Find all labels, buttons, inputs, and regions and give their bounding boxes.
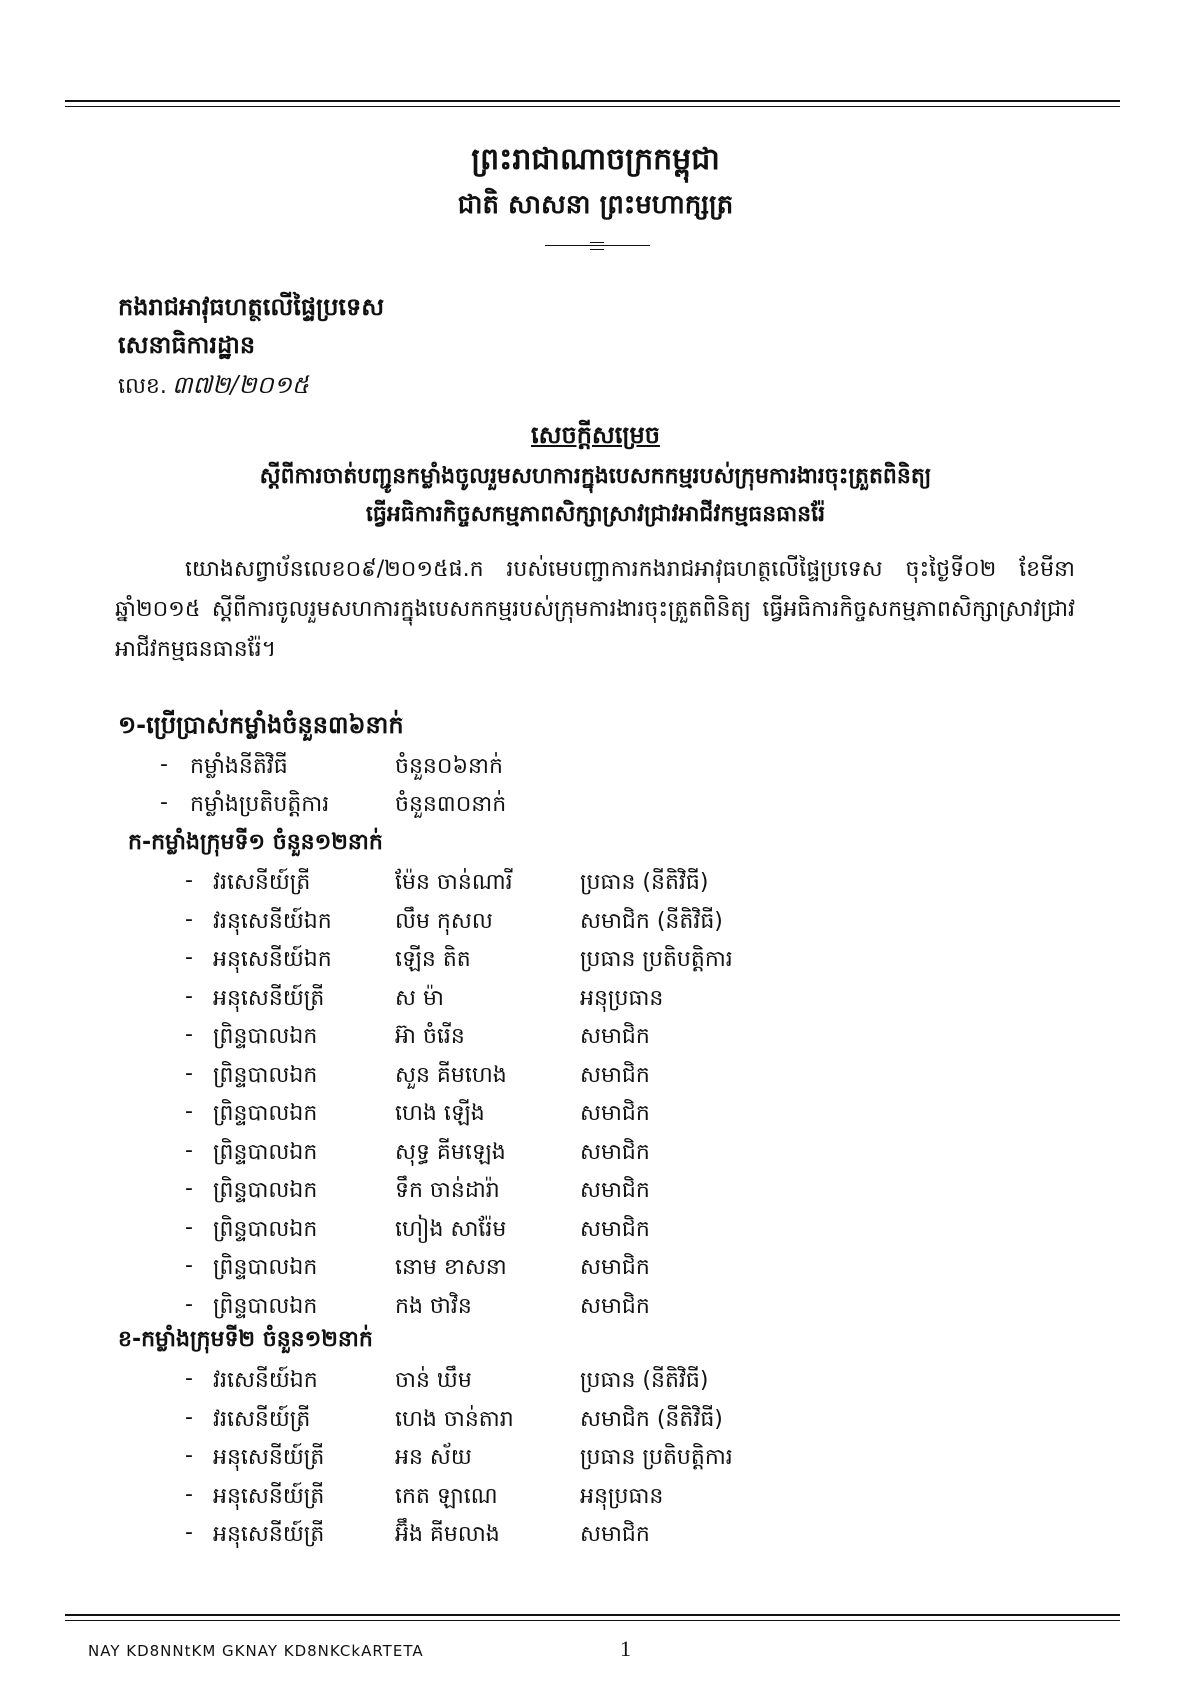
member-name: សុទ្ធ គីមឡេង	[395, 1139, 506, 1165]
kingdom-heading: ព្រះរាជាណាចក្រកម្ពុជា	[471, 142, 720, 177]
member-rank: អនុសេនីយ៍ត្រី	[213, 1483, 325, 1509]
member-name: អ៊ា ចំរើន	[395, 1024, 465, 1049]
member-rank: វរសេនីយ៍ត្រី	[213, 1406, 311, 1432]
dash: -	[185, 868, 193, 893]
member-role: សមាជិក	[580, 1255, 650, 1280]
member-row	[185, 1405, 765, 1441]
dash: -	[185, 1481, 193, 1507]
member-row	[185, 1520, 765, 1556]
member-rank: ព្រិន្ទបាលឯក	[213, 1255, 318, 1280]
dash: -	[185, 1060, 193, 1086]
group1-heading: ក-កម្លាំងក្រុមទី១ ចំនួន១២នាក់	[128, 830, 383, 855]
member-role: ប្រធាន ប្រតិបត្តិការ	[580, 947, 733, 972]
section1-heading: ១-ប្រើប្រាស់កម្លាំងចំនួន៣៦នាក់	[118, 711, 404, 739]
dash: -	[185, 1291, 193, 1317]
member-row	[185, 1292, 765, 1328]
bottom-rule	[65, 1614, 1120, 1616]
member-name: អ៊ឹង គីមលាង	[395, 1522, 500, 1547]
member-row	[185, 1443, 765, 1479]
member-name: ហេង ឡើង	[395, 1101, 485, 1126]
summary-label: កម្លាំងប្រតិបត្តិការ	[190, 792, 330, 817]
footer-code: NAY KD8NNtKM GKNAY KD8NKCkARTETA	[88, 1642, 424, 1660]
member-role: សមាជិក (នីតិវិធី)	[580, 1406, 723, 1432]
member-name: ទឹក ចាន់ដារ៉ា	[395, 1178, 500, 1203]
member-role: សមាជិក	[580, 1024, 650, 1049]
member-rank: វរសេនីយ៍ត្រី	[213, 870, 311, 895]
member-role: ប្រធាន (នីតិវិធី)	[580, 1368, 709, 1393]
summary-count: ចំនួន០៦នាក់	[395, 754, 503, 779]
document-title: សេចក្តីសម្រេច	[530, 421, 661, 449]
member-row	[185, 1253, 765, 1289]
member-name: កង ថាវិន	[395, 1293, 472, 1319]
member-role: សមាជិក	[580, 1178, 650, 1203]
member-role: សមាជិក	[580, 1216, 650, 1242]
member-row	[185, 1366, 765, 1402]
member-rank: ព្រិន្ទបាលឯក	[213, 1178, 318, 1203]
member-rank: វរនុសេនីយ៍ឯក	[213, 908, 332, 934]
member-name: អន ស័យ	[395, 1445, 472, 1470]
member-role: អនុប្រធាន	[580, 1483, 664, 1509]
member-rank: ព្រិន្ទបាលឯក	[213, 1139, 318, 1165]
subject-line1: ស្តីពីការចាត់បញ្ជូនកម្លាំងចូលរួមសហការក្នុងបេសកកម្មរបស់ក្រុមការងារចុះត្រួតពិនិត្យ	[259, 464, 932, 489]
member-rank: អនុសេនីយ៍ឯក	[213, 947, 332, 972]
member-row	[185, 1061, 765, 1097]
member-name: ហេង ចាន់តារា	[395, 1406, 514, 1432]
dash: -	[160, 752, 168, 777]
top-rule-inner	[65, 106, 1120, 107]
member-name: នោម ខាសនា	[395, 1255, 507, 1280]
dash: -	[185, 1520, 193, 1545]
member-row	[185, 1099, 765, 1135]
dash: -	[185, 1443, 193, 1468]
member-name: កេត ឡាណេ	[395, 1483, 498, 1509]
dash: -	[185, 1022, 193, 1047]
member-name: ចាន់ ឃឹម	[395, 1368, 472, 1393]
member-rank: ព្រិន្ទបាលឯក	[213, 1062, 318, 1088]
member-row	[185, 1022, 765, 1058]
member-name: ម៉ែន ចាន់ណារី	[395, 870, 513, 895]
member-role: អនុប្រធាន	[580, 985, 664, 1011]
member-role: ប្រធាន (នីតិវិធី)	[580, 870, 709, 895]
member-row	[185, 868, 765, 904]
member-name: ឡើន តិត	[395, 947, 471, 972]
member-rank: អនុសេនីយ៍ត្រី	[213, 1522, 325, 1547]
member-rank: ព្រិន្ទបាលឯក	[213, 1293, 318, 1319]
member-rank: ព្រិន្ទបាលឯក	[213, 1024, 318, 1049]
bottom-rule-inner	[65, 1620, 1120, 1621]
dash: -	[185, 1253, 193, 1278]
member-rank: អនុសេនីយ៍ត្រី	[213, 1445, 325, 1470]
member-role: សមាជិក	[580, 1139, 650, 1165]
member-rank: ព្រិន្ទបាលឯក	[213, 1216, 318, 1242]
member-rank: វរសេនីយ៍ឯក	[213, 1368, 318, 1393]
dash: -	[185, 1137, 193, 1163]
member-role: សមាជិក	[580, 1101, 650, 1126]
intro-paragraph	[115, 550, 1075, 670]
member-rank: ព្រិន្ទបាលឯក	[213, 1101, 318, 1126]
dash: -	[185, 983, 193, 1009]
dash: -	[185, 906, 193, 932]
summary-row	[160, 752, 760, 788]
dash: -	[185, 1176, 193, 1201]
member-role: សមាជិក	[580, 1293, 650, 1319]
dash: -	[160, 790, 168, 815]
divider-ornament	[545, 245, 650, 246]
national-motto: ជាតិ សាសនា ព្រះមហាក្សត្រ	[457, 190, 734, 220]
intro-text: យោងសព្វាប័នលេខ០៩/២០១៥ផ.ក របស់មេបញ្ជាការកងរាជអាវុធហត្ថលើផ្ទៃប្រទេស ចុះថ្ងៃទី០២ ខែមីនា ឆ្នាំ២០១៥ ស្តីពីការចូលរួមសហការក្នុងបេសកកម្មរបស់ក្រុមការងារចុះត្រួតពិនិត្យ ធ្វើអធិការកិច្ចសកម្មភាពសិក្សាស្រាវជ្រាវអាជីវកម្មធនធានរ៉ែ។	[115, 557, 1075, 662]
member-row	[185, 1138, 765, 1174]
member-role: សមាជិក	[580, 1522, 650, 1547]
member-row	[185, 984, 765, 1020]
member-name: សួន គីមហេង	[395, 1062, 507, 1088]
member-row	[185, 907, 765, 943]
reference-number	[118, 370, 309, 405]
member-role: ប្រធាន ប្រតិបត្តិការ	[580, 1445, 733, 1470]
member-row	[185, 1176, 765, 1212]
issuer-line1: កងរាជអាវុធហត្ថលើផ្ទៃប្រទេស	[118, 293, 385, 321]
reference-label: លេខ.	[118, 374, 167, 399]
member-row	[185, 945, 765, 981]
issuer-line2: សេនាធិការដ្ឋាន	[118, 331, 256, 359]
summary-count: ចំនួន៣០នាក់	[395, 792, 507, 817]
dash: -	[185, 1099, 193, 1124]
summary-label: កម្លាំងនីតិវិធី	[190, 754, 288, 779]
group2-heading: ខ-កម្លាំងក្រុមទី២ ចំនួន១២នាក់	[118, 1327, 373, 1352]
member-name: ហៀង សារ៉ែម	[395, 1216, 507, 1242]
top-rule	[65, 100, 1120, 102]
dash: -	[185, 1214, 193, 1240]
summary-row	[160, 790, 760, 826]
member-role: សមាជិក (នីតិវិធី)	[580, 908, 723, 934]
reference-handwritten: ៣៧២/២០១៥	[171, 371, 309, 399]
member-name: ស ម៉ា	[395, 985, 444, 1011]
page-number: 1	[620, 1636, 631, 1661]
dash: -	[185, 1404, 193, 1430]
dash: -	[185, 1366, 193, 1391]
dash: -	[185, 945, 193, 970]
member-rank: អនុសេនីយ៍ត្រី	[213, 985, 325, 1011]
member-row	[185, 1215, 765, 1251]
member-role: សមាជិក	[580, 1062, 650, 1088]
member-row	[185, 1482, 765, 1518]
subject-line2: ធ្វើអធិការកិច្ចសកម្មភាពសិក្សាស្រាវជ្រាវអាជីវកម្មធនធានរ៉ែ	[365, 502, 826, 527]
member-name: លឹម កុសល	[395, 908, 493, 934]
